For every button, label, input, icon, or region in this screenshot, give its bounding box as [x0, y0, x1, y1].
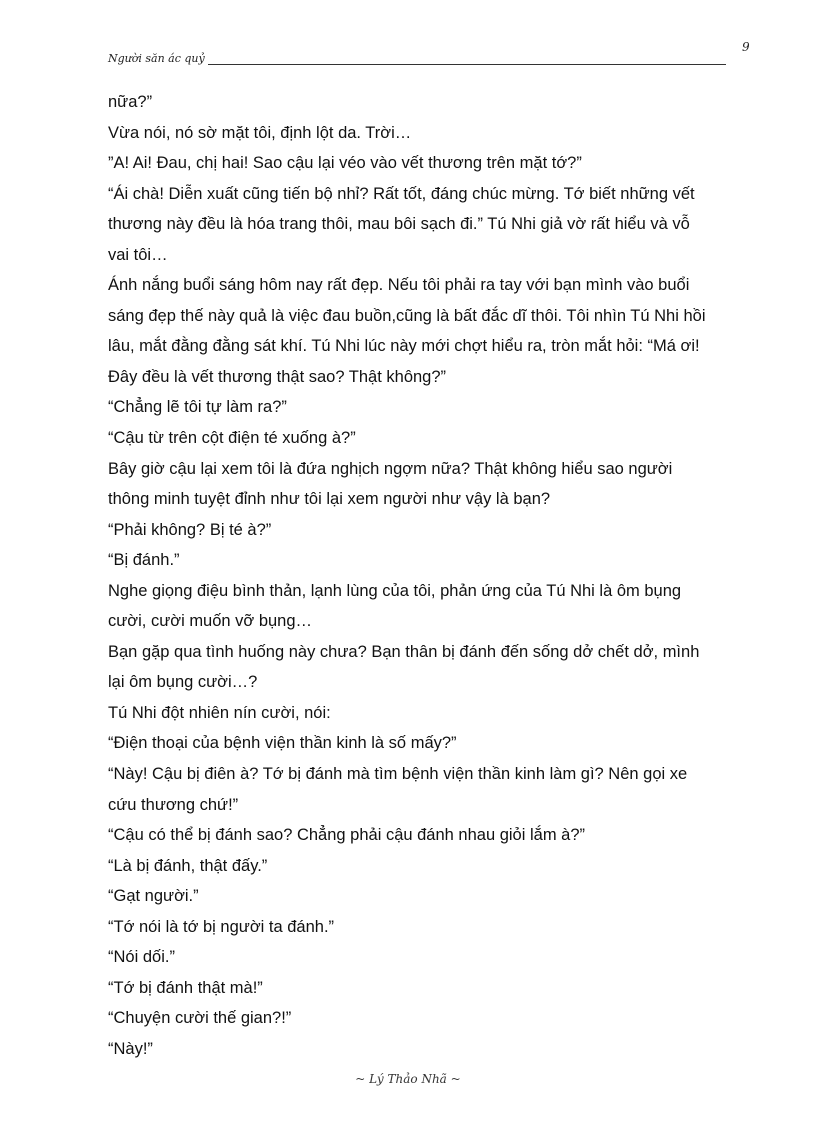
text-line: Tú Nhi đột nhiên nín cười, nói: [108, 703, 331, 722]
text-line: cứu thương chứ!” [108, 795, 239, 814]
text-line: “Tớ bị đánh thật mà!” [108, 978, 263, 997]
text-line: “Cậu có thể bị đánh sao? Chẳng phải cậu đánh nhau giỏi lắm à?” [108, 826, 586, 845]
text-line: “Phải không? Bị té à?” [108, 520, 272, 539]
text-line: nữa?” [108, 93, 153, 111]
text-line: “Này! Cậu bị điên à? Tớ bị đánh mà tìm bệnh viện thần kinh làm gì? Nên gọi xe [108, 765, 688, 784]
book-title: Người săn ác quỷ [108, 52, 205, 65]
text-line: “Ái chà! Diễn xuất cũng tiến bộ nhỉ? Rất tốt, đáng chúc mừng. Tớ biết những vết [108, 184, 695, 203]
text-line: “Nói dối.” [108, 948, 175, 967]
text-line: Nghe giọng điệu bình thản, lạnh lùng của tôi, phản ứng của Tú Nhi là ôm bụng [108, 581, 682, 600]
page-number: 9 [742, 40, 750, 54]
text-line: vai tôi… [108, 245, 168, 264]
text-line: Bây giờ cậu lại xem tôi là đứa nghịch ngợm nữa? Thật không hiểu sao người [108, 459, 673, 478]
text-line: “Này!” [108, 1039, 153, 1058]
text-line: cười, cười muốn vỡ bụng… [108, 612, 313, 631]
text-line: Ánh nắng buổi sáng hôm nay rất đẹp. Nếu tôi phải ra tay với bạn mình vào buổi [108, 276, 690, 295]
text-line: Bạn gặp qua tình huống này chưa? Bạn thân bị đánh đến sống dở chết dở, mình [108, 642, 700, 661]
text-line: “Chẳng lẽ tôi tự làm ra?” [108, 398, 287, 417]
text-line: “Chuyện cười thế gian?!” [108, 1009, 292, 1028]
text-line: “Bị đánh.” [108, 551, 180, 570]
text-line: “Là bị đánh, thật đấy.” [108, 856, 268, 875]
text-line: “Cậu từ trên cột điện té xuống à?” [108, 429, 356, 448]
header-rule [208, 64, 726, 65]
text-line: “Gạt người.” [108, 887, 199, 906]
text-line: Đây đều là vết thương thật sao? Thật không?” [108, 367, 447, 386]
text-line: thông minh tuyệt đỉnh như tôi lại xem người như vậy là bạn? [108, 490, 551, 509]
body-text [108, 87, 758, 1065]
text-line: lại ôm bụng cười…? [108, 673, 258, 692]
text-line: thương này đều là hóa trang thôi, mau bôi sạch đi.” Tú Nhi giả vờ rất hiểu và vỗ [108, 215, 690, 234]
text-line: lâu, mắt đằng đằng sát khí. Tú Nhi lúc này mới chợt hiểu ra, tròn mắt hỏi: “Má ơi! [108, 337, 700, 356]
text-line: “Điện thoại của bệnh viện thần kinh là số mấy?” [108, 734, 457, 753]
text-line: ”A! Ai! Đau, chị hai! Sao cậu lại véo vào vết thương trên mặt tớ?” [108, 154, 582, 173]
footer-author: ~ Lý Thảo Nhã ~ [355, 1072, 461, 1086]
text-line: sáng đẹp thế này quả là việc đau buồn,cũng là bất đắc dĩ thôi. Tôi nhìn Tú Nhi hồi [108, 306, 706, 325]
text-line: “Tớ nói là tớ bị người ta đánh.” [108, 917, 335, 936]
text-line: Vừa nói, nó sờ mặt tôi, định lột da. Trời… [108, 123, 412, 142]
running-header [108, 50, 726, 70]
